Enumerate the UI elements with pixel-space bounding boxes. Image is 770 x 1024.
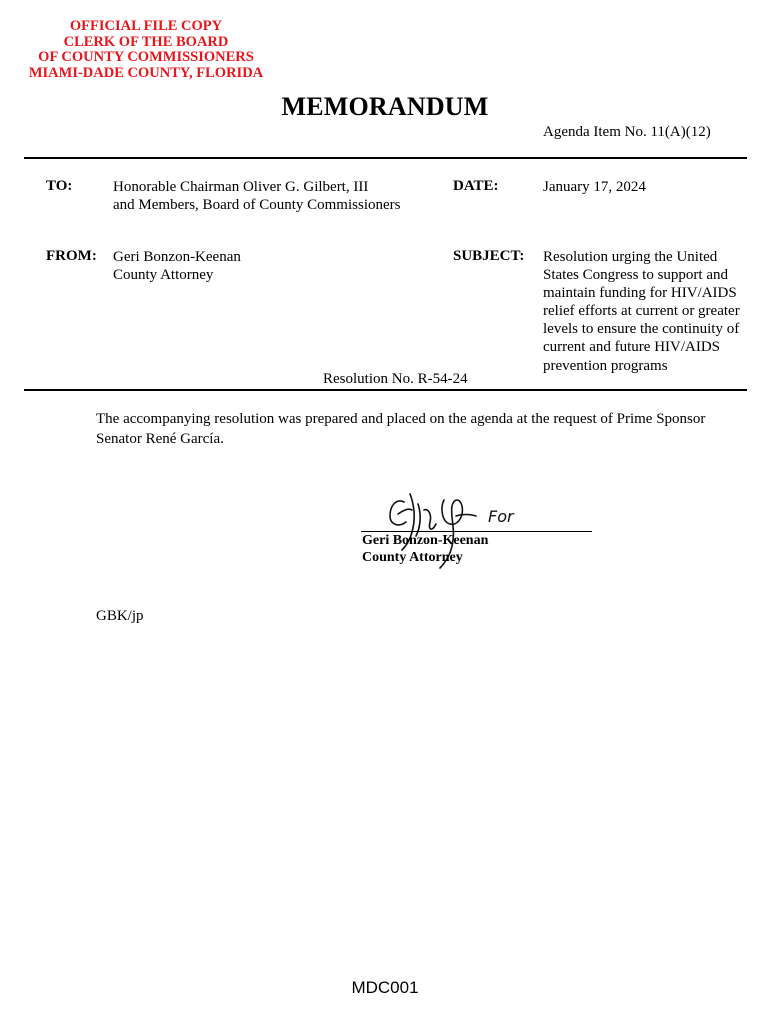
- signature-stroke: [424, 510, 436, 529]
- subject-line: maintain funding for HIV/AIDS: [543, 285, 737, 302]
- subject-line: States Congress to support and: [543, 267, 728, 284]
- stamp-line: OFFICIAL FILE COPY: [69, 18, 223, 34]
- to-line: and Members, Board of County Commissioners: [113, 197, 401, 213]
- subject-line: current and future HIV/AIDS: [543, 339, 721, 356]
- from-sender: [113, 248, 241, 284]
- signatory-name: Geri Bonzon-Keenan: [362, 533, 489, 548]
- memo-body: [96, 409, 736, 449]
- official-file-copy-stamp: [0, 19, 292, 81]
- to-line: Honorable Chairman Oliver G. Gilbert, III: [113, 179, 369, 195]
- from-line: County Attorney: [113, 267, 214, 283]
- body-divider: [24, 389, 747, 391]
- stamp-line: MIAMI-DADE COUNTY, FLORIDA: [28, 64, 264, 81]
- header-divider: [24, 157, 747, 159]
- agenda-item-number: Agenda Item No. 11(A)(12): [543, 124, 711, 140]
- subject-line: levels to ensure the continuity of: [543, 321, 740, 338]
- date-label: DATE:: [453, 178, 499, 194]
- signatory-block: [362, 532, 488, 566]
- resolution-number: Resolution No. R-54-24: [323, 371, 468, 387]
- document-code: MDC001: [351, 978, 419, 997]
- signatory-title: County Attorney: [362, 550, 463, 565]
- subject-text: [543, 248, 748, 375]
- body-line: The accompanying resolution was prepared and placed on the agenda at the request of Prime Sponsor: [96, 411, 706, 427]
- stamp-line: CLERK OF THE BOARD: [63, 33, 229, 50]
- date-value: January 17, 2024: [543, 179, 646, 195]
- stamp-line: OF COUNTY COMMISSIONERS: [38, 49, 254, 66]
- typist-initials: GBK/jp: [96, 608, 144, 624]
- subject-line: Resolution urging the United: [543, 249, 718, 265]
- to-recipient: [113, 178, 400, 214]
- to-label: TO:: [46, 178, 73, 194]
- signature-stroke: [390, 501, 406, 525]
- signature-for-text: For: [488, 507, 514, 526]
- signature-stroke: [456, 515, 476, 517]
- memo-title: MEMORANDUM: [281, 92, 489, 121]
- body-line: Senator René García.: [96, 431, 224, 447]
- subject-line: prevention programs: [543, 357, 668, 374]
- from-line: Geri Bonzon-Keenan: [113, 249, 241, 265]
- subject-line: relief efforts at current or greater: [543, 303, 740, 320]
- subject-label: SUBJECT:: [453, 248, 525, 264]
- signature-stroke: [398, 509, 412, 514]
- from-label: FROM:: [46, 248, 97, 264]
